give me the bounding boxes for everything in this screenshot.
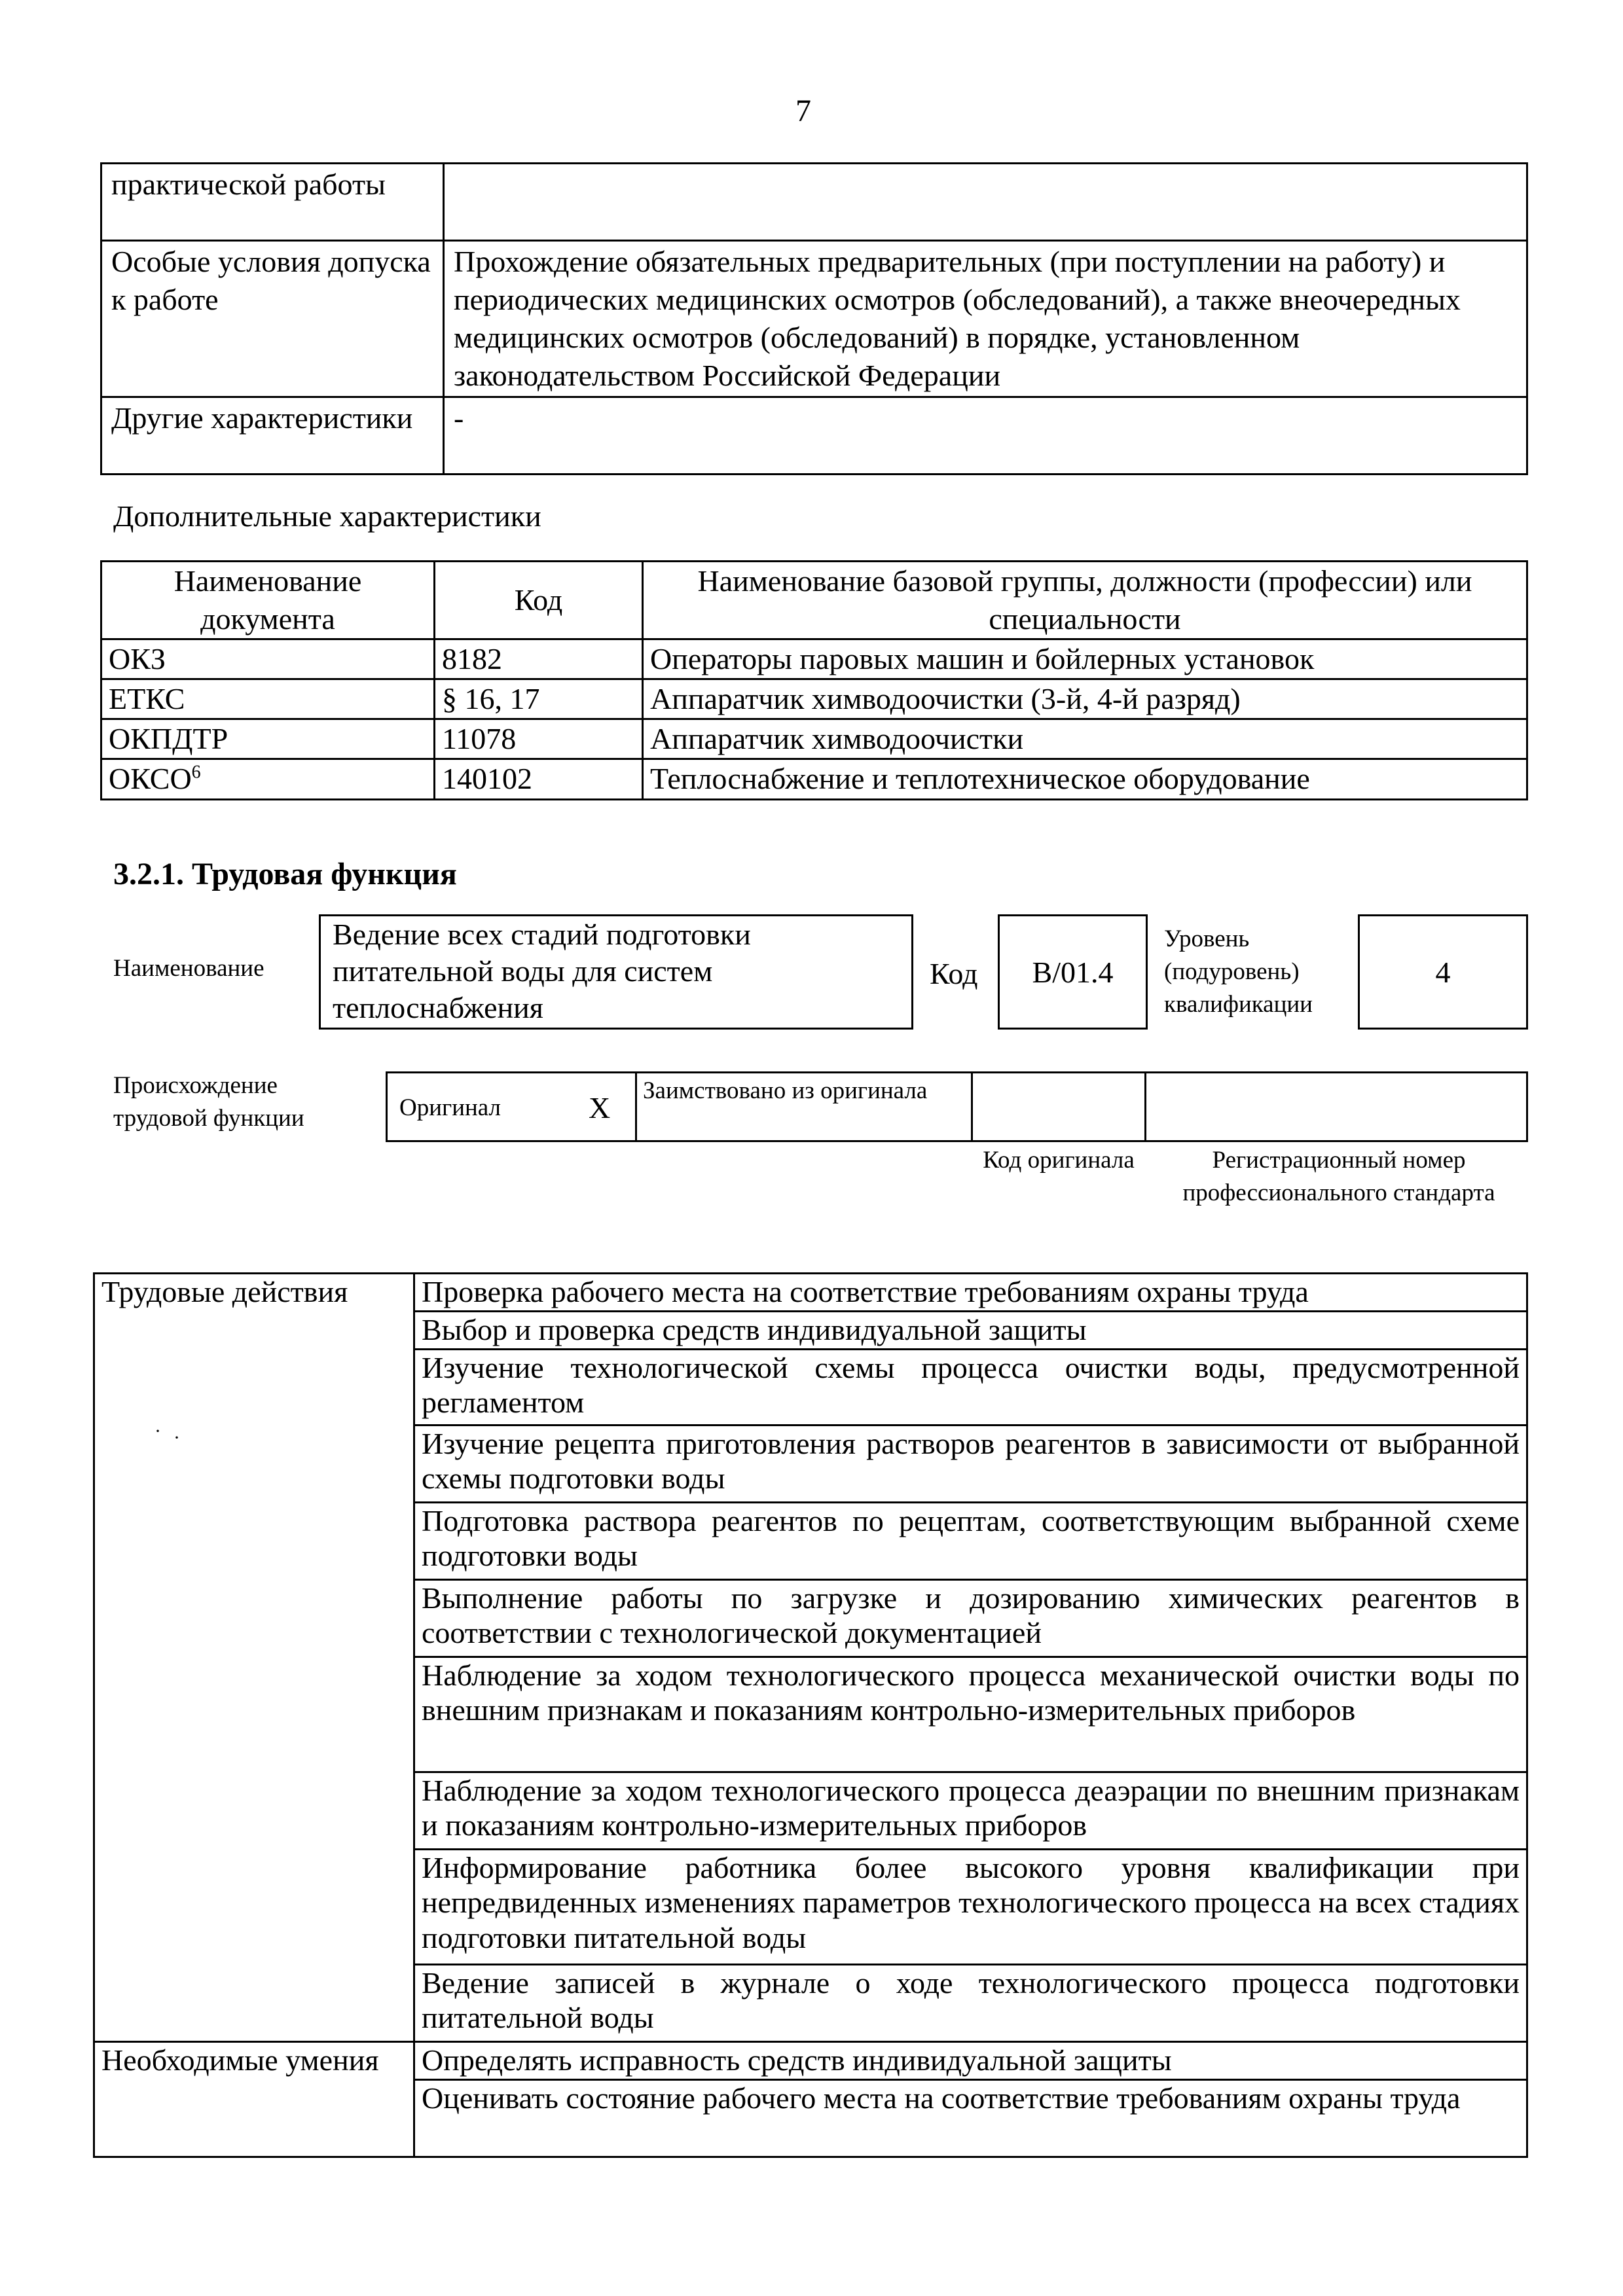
code-label: Код [930, 957, 978, 990]
row-value: - [444, 397, 1527, 474]
name-cell: Аппаратчик химводоочистки (3-й, 4-й разряд) [643, 679, 1527, 719]
level-label: Уровень (подуровень) квалификации [1164, 925, 1313, 1018]
table-row [101, 164, 1527, 241]
divider [635, 1073, 637, 1140]
column-header: Наименование документа [101, 562, 435, 639]
action-item: Ведение записей в журнале о ходе технологического процесса подготовки питательной воды [414, 1965, 1527, 2042]
row-label: Другие характеристики [101, 397, 444, 474]
level-box [1358, 914, 1528, 1030]
table-row [94, 2042, 1527, 2080]
table-row [101, 639, 1527, 679]
origin-row [386, 1071, 1528, 1142]
additional-table [100, 560, 1528, 800]
scan-speck: · [173, 1427, 180, 1448]
table-row [101, 679, 1527, 719]
code-cell: 8182 [435, 639, 643, 679]
function-name-box: Ведение всех стадий подготовки питательной воды для систем теплоснабжения [319, 914, 913, 1030]
table-row [101, 397, 1527, 474]
action-item: Изучение рецепта приготовления растворов реагентов в зависимости от выбранной схемы подготовки воды [414, 1426, 1527, 1503]
action-item: Выбор и проверка средств индивидуальной защиты [414, 1312, 1527, 1350]
doc-cell: ОКПДТР [101, 719, 435, 759]
labor-table [93, 1272, 1528, 2158]
doc-cell: ОКЗ [101, 639, 435, 679]
action-item: Изучение технологической схемы процесса очистки воды, предусмотренной регламентом [414, 1350, 1527, 1426]
skill-item: Оценивать состояние рабочего места на соответствие требованиям охраны труда [414, 2080, 1527, 2157]
row-label: Особые условия допуска к работе [101, 241, 444, 397]
registration-number-caption: Регистрационный номер профессионального стандарта [1182, 1147, 1495, 1206]
action-item: Выполнение работы по загрузке и дозированию химических реагентов в соответствии с технологической документацией [414, 1580, 1527, 1657]
scan-speck: · [155, 1420, 161, 1442]
table-row [101, 719, 1527, 759]
code-cell: 11078 [435, 719, 643, 759]
borrowed-label: Заимствовано из оригинала [643, 1077, 928, 1104]
name-cell: Аппаратчик химводоочистки [643, 719, 1527, 759]
column-header: Код [435, 562, 643, 639]
table-row [94, 1274, 1527, 1312]
name-cell: Операторы паровых машин и бойлерных установок [643, 639, 1527, 679]
original-label: Оригинал [399, 1094, 501, 1121]
top-table [100, 162, 1528, 475]
function-code-box [998, 914, 1148, 1030]
function-code-value: B/01.4 [1032, 955, 1114, 989]
level-value: 4 [1435, 955, 1451, 989]
actions-label: Трудовые действия [94, 1274, 414, 2042]
section-title: 3.2.1. Трудовая функция [113, 857, 457, 891]
skills-label: Необходимые умения [94, 2042, 414, 2157]
divider [971, 1073, 973, 1140]
action-item: Подготовка раствора реагентов по рецептам, соответствующим выбранной схеме подготовки воды [414, 1503, 1527, 1580]
row-value [444, 164, 1527, 241]
name-cell: Теплоснабжение и теплотехническое оборудование [643, 759, 1527, 799]
table-header-row [101, 562, 1527, 639]
action-item: Информирование работника более высокого уровня квалификации при непредвиденных изменениях параметров технологического процесса на всех стадиях подготовки питательной воды [414, 1850, 1527, 1965]
table-row [101, 759, 1527, 799]
doc-cell: ОКСО$^6$ [101, 759, 435, 799]
divider [1144, 1073, 1146, 1140]
original-code-caption: Код оригинала [983, 1147, 1135, 1174]
origin-label: Происхождение трудовой функции [113, 1072, 304, 1132]
action-item: Наблюдение за ходом технологического процесса деаэрации по внешним признакам и показаниям контрольно-измерительных приборов [414, 1772, 1527, 1850]
code-cell: § 16, 17 [435, 679, 643, 719]
skill-item: Определять исправность средств индивидуальной защиты [414, 2042, 1527, 2080]
additional-title: Дополнительные характеристики [113, 499, 541, 533]
name-label: Наименование [113, 955, 264, 982]
column-header: Наименование базовой группы, должности (профессии) или специальности [643, 562, 1527, 639]
page-number: 7 [795, 94, 811, 128]
row-value: Прохождение обязательных предварительных (при поступлении на работу) и периодических медицинских осмотров (обследований), а также внеочередных медицинских осмотров (обследований) в порядке, установленном законодательством Российской Федерации [444, 241, 1527, 397]
row-label: практической работы [101, 164, 444, 241]
table-row [101, 241, 1527, 397]
code-cell: 140102 [435, 759, 643, 799]
action-item: Наблюдение за ходом технологического процесса механической очистки воды по внешним признакам и показаниям контрольно-измерительных приборов [414, 1657, 1527, 1772]
action-item: Проверка рабочего места на соответствие требованиям охраны труда [414, 1274, 1527, 1312]
original-mark: X [589, 1091, 611, 1124]
doc-cell: ЕТКС [101, 679, 435, 719]
